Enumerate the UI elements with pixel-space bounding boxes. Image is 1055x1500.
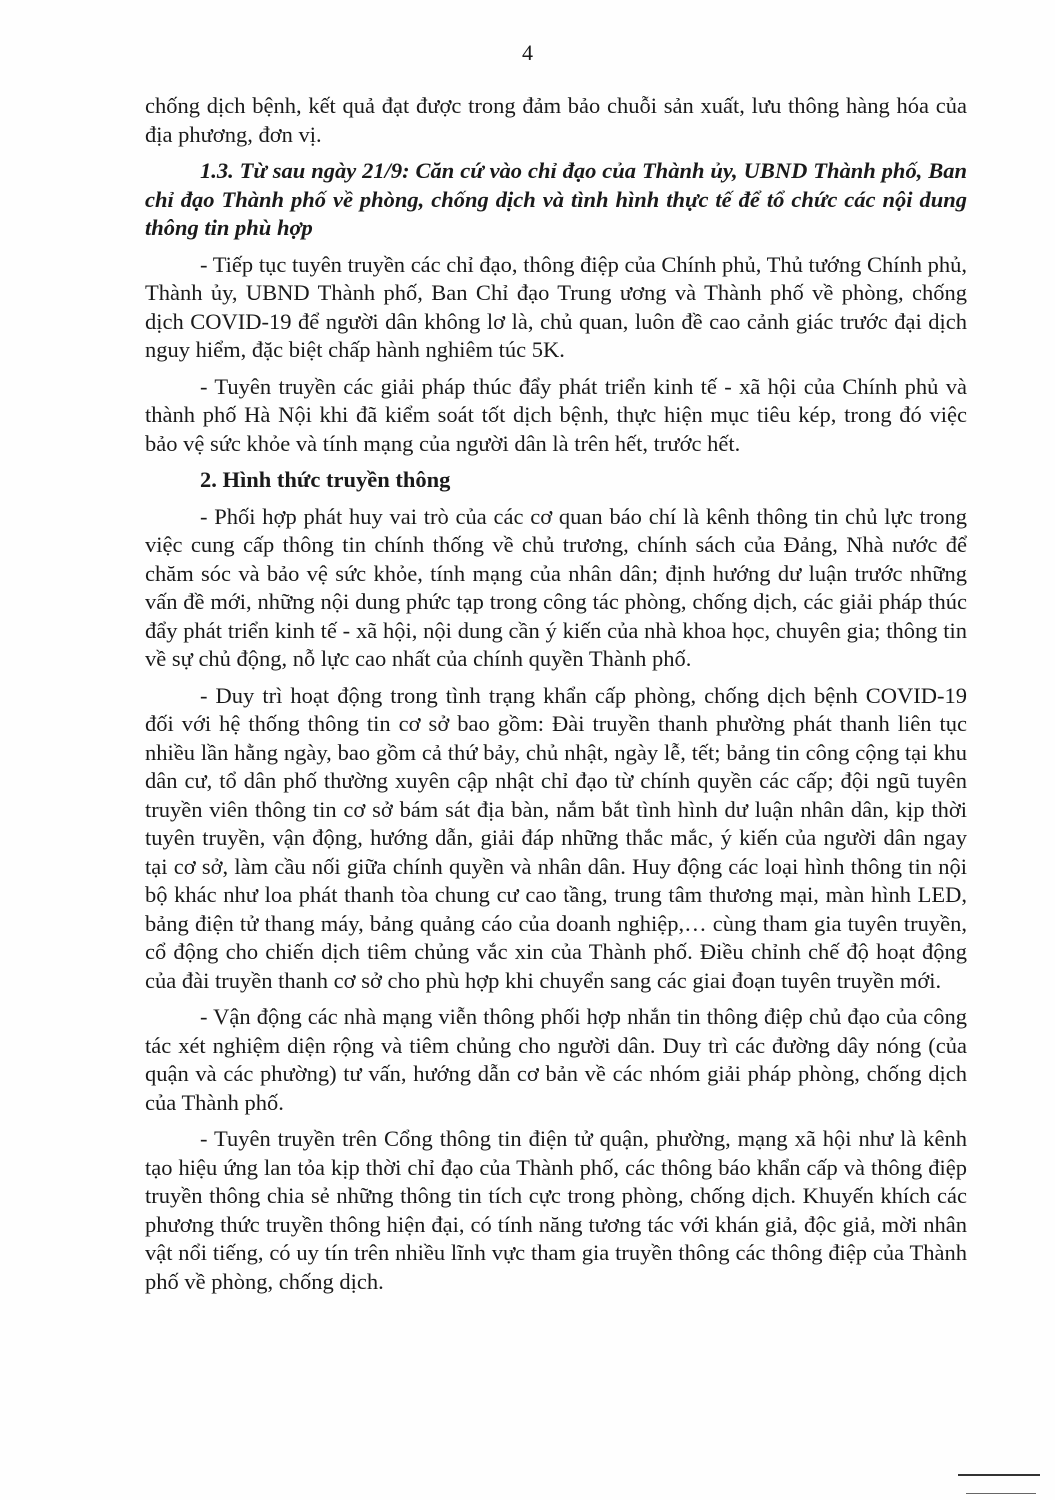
- page-number: 4: [522, 40, 533, 65]
- footer-rule-secondary: [966, 1493, 1036, 1494]
- paragraph-2: - Tuyên truyền các giải pháp thúc đẩy phát triển kinh tế - xã hội của Chính phủ và thành phố Hà Nội khi đã kiểm soát tốt dịch bệnh, thực hiện mục tiêu kép, trong đó việc bảo vệ sức khỏe và tính mạng của người dân là trên hết, trước hết.: [145, 373, 967, 456]
- section-heading-1-3: 1.3. Từ sau ngày 21/9: Căn cứ vào chỉ đạo của Thành ủy, UBND Thành phố, Ban chỉ đạo Thành phố về phòng, chống dịch và tình hình thực tế để tổ chức các nội dung thông tin phù hợp: [145, 158, 967, 240]
- paragraph-continued: chống dịch bệnh, kết quả đạt được trong đảm bảo chuỗi sản xuất, lưu thông hàng hóa của địa phương, đơn vị.: [145, 93, 967, 147]
- paragraph-3: - Phối hợp phát huy vai trò của các cơ quan báo chí là kênh thông tin chủ lực trong việc cung cấp thông tin chính thống về chủ trương, chính sách của Đảng, Nhà nước để chăm sóc và bảo vệ sức khỏe, tính mạng của nhân dân; định hướng dư luận trước những vấn đề mới, những nội dung phức tạp trong công tác phòng, chống dịch, các giải pháp thúc đẩy phát triển kinh tế - xã hội, nội dung cần ý kiến của nhà khoa học, chuyên gia; thông tin về sự chủ động, nỗ lực cao nhất của chính quyền Thành phố.: [145, 503, 967, 671]
- section-heading-2: 2. Hình thức truyền thông: [200, 467, 451, 492]
- paragraph-1: - Tiếp tục tuyên truyền các chỉ đạo, thông điệp của Chính phủ, Thủ tướng Chính phủ, Thành ủy, UBND Thành phố, Ban Chỉ đạo Trung ương và Thành phố về phòng, chống dịch COVID-19 để người dân không lơ là, chủ quan, luôn đề cao cảnh giác trước đại dịch nguy hiểm, đặc biệt chấp hành nghiêm túc 5K.: [145, 251, 967, 362]
- paragraph-5: - Vận động các nhà mạng viễn thông phối hợp nhắn tin thông điệp chủ đạo của công tác xét nghiệm diện rộng và tiêm chủng cho người dân. Duy trì các đường dây nóng (của quận và các phường) tư vấn, hướng dẫn cơ bản về các nhóm giải pháp phòng, chống dịch của Thành phố.: [145, 1004, 967, 1115]
- document-body: [145, 92, 967, 1304]
- footer-rule: [958, 1474, 1040, 1476]
- paragraph-4: - Duy trì hoạt động trong tình trạng khẩn cấp phòng, chống dịch bệnh COVID-19 đối với hệ thống thông tin cơ sở bao gồm: Đài truyền thanh phường phát thanh liên tục nhiều lần hằng ngày, bao gồm cả thứ bảy, chủ nhật, ngày lễ, tết; bảng tin công cộng tại khu dân cư, tổ dân phố thường xuyên cập nhật chỉ đạo từ chính quyền các cấp; đội ngũ tuyên truyền viên thông tin cơ sở bám sát địa bàn, nắm bắt tình hình dư luận nhân dân, kịp thời tuyên truyền, vận động, hướng dẫn, giải đáp những thắc mắc, ý kiến của người dân ngay tại cơ sở, làm cầu nối giữa chính quyền và nhân dân. Huy động các loại hình thông tin nội bộ khác như loa phát thanh tòa chung cư cao tầng, trung tâm thương mại, màn hình LED, bảng điện tử thang máy, bảng quảng cáo của doanh nghiệp,… cùng tham gia tuyên truyền, cổ động cho chiến dịch tiêm chủng vắc xin của Thành phố. Điều chỉnh chế độ hoạt động của đài truyền thanh cơ sở cho phù hợp khi chuyển sang các giai đoạn tuyên truyền mới.: [145, 682, 967, 993]
- paragraph-6: - Tuyên truyền trên Cổng thông tin điện tử quận, phường, mạng xã hội như là kênh tạo hiệu ứng lan tỏa kịp thời chỉ đạo của Thành phố, các thông báo khẩn cấp và thông điệp truyền thông chia sẻ những thông tin tích cực trong phòng, chống dịch. Khuyến khích các phương thức truyền thông hiện đại, có tính năng tương tác với khán giả, độc giả, mời nhân vật nổi tiếng, có uy tín trên nhiều lĩnh vực tham gia truyền thông các thông điệp của Thành phố về phòng, chống dịch.: [145, 1126, 967, 1294]
